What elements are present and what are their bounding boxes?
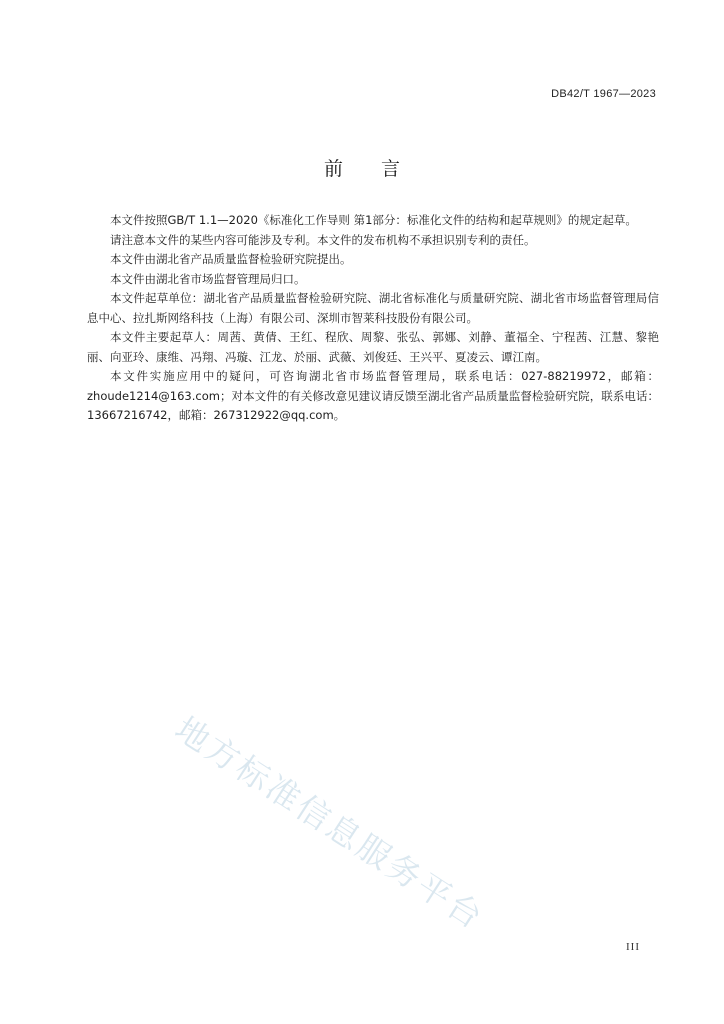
paragraph-drafting-rules: 本文件按照GB/T 1.1—2020《标准化工作导则 第1部分：标准化文件的结构和起草规则》的规定起草。 [110,213,637,227]
paragraph-patent-notice: 请注意本文件的某些内容可能涉及专利。本文件的发布机构不承担识别专利的责任。 [110,232,536,247]
paragraph-drafters: 本文件主要起草人：周茜、黄倩、王红、程欣、周黎、张弘、郭娜、刘静、董福全、宁程茜、江慧、黎艳丽、向亚玲、康维、冯翔、冯璇、江龙、於丽、武薇、刘俊廷、王兴平、夏凌云、谭江南。 [87,330,659,364]
paragraph-administrator: 本文件由湖北省市场监督管理局归口。 [110,271,306,286]
page-title [0,154,724,181]
title-char-1: 前 [323,158,343,180]
page-number: III [626,941,640,953]
paragraph-proposer: 本文件由湖北省产品质量监督检验研究院提出。 [110,252,352,266]
watermark-text: 地方标准信息服务平台 [168,708,492,938]
document-id: DB42/T 1967—2023 [551,88,656,100]
title-char-2: 言 [381,158,401,180]
foreword-body [87,211,659,426]
paragraph-contact: 本文件实施应用中的疑问，可咨询湖北省市场监督管理局，联系电话：027-88219972，邮箱：zhoude1214@163.com；对本文件的有关修改意见建议请反馈至湖北省产品质量监督检验研究院，联系电话：13667216742，邮箱：267312922@qq.com。 [87,369,659,422]
paragraph-drafting-units: 本文件起草单位：湖北省产品质量监督检验研究院、湖北省标准化与质量研究院、湖北省市场监督管理局信息中心、拉扎斯网络科技（上海）有限公司、深圳市智莱科技股份有限公司。 [87,291,659,325]
